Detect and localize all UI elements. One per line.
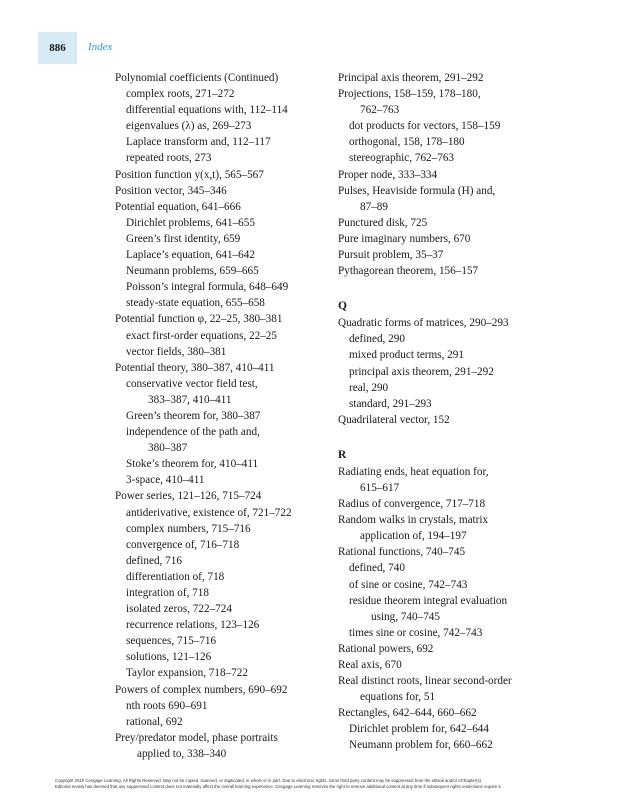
index-subentry: 380–387 <box>148 442 188 455</box>
index-subentry: differential equations with, 112–114 <box>126 104 288 117</box>
index-subentry: times sine or cosine, 742–743 <box>349 626 483 639</box>
index-subentry: standard, 291–293 <box>349 397 432 410</box>
index-subentry: rational, 692 <box>126 715 183 728</box>
index-subentry: differentiation of, 718 <box>126 570 225 583</box>
index-subentry: Dirichlet problems, 641–655 <box>126 216 255 229</box>
index-subentry: 87–89 <box>360 200 388 213</box>
index-entry: Random walks in crystals, matrix <box>338 514 489 527</box>
index-entry: Rational powers, 692 <box>338 642 434 655</box>
index-entry: Potential theory, 380–387, 410–411 <box>115 361 275 374</box>
section-gap <box>338 428 568 446</box>
index-subentry: Laplace transform and, 112–117 <box>126 136 271 149</box>
index-subentry: conservative vector field test, <box>126 377 258 390</box>
section-letter: Q <box>338 300 347 313</box>
index-subentry: Green’s theorem for, 380–387 <box>126 409 261 422</box>
index-subentry: stereographic, 762–763 <box>349 152 455 165</box>
index-subentry: exact first-order equations, 22–25 <box>126 329 277 342</box>
index-subentry: defined, 290 <box>349 333 405 346</box>
index-entry: Pursuit problem, 35–37 <box>338 249 444 262</box>
index-subentry: Neumann problem for, 660–662 <box>349 739 493 752</box>
index-entry: Polynomial coefficients (Continued) <box>115 72 279 84</box>
index-column-right <box>338 70 568 754</box>
index-entry: Quadratic forms of matrices, 290–293 <box>338 317 509 330</box>
index-entry: Pulses, Heaviside formula (H) and, <box>338 184 496 197</box>
index-subentry: Dirichlet problem for, 642–644 <box>349 723 489 736</box>
index-subentry: sequences, 715–716 <box>126 635 217 648</box>
index-subentry: applied to, 338–340 <box>137 747 227 760</box>
index-subentry: defined, 740 <box>349 562 405 575</box>
section-letter: R <box>338 448 347 461</box>
index-subentry: steady-state equation, 655–658 <box>126 297 265 310</box>
index-subentry: 762–763 <box>360 104 400 117</box>
index-subentry: antiderivative, existence of, 721–722 <box>126 506 292 519</box>
index-subentry: repeated roots, 273 <box>126 152 212 165</box>
index-entry: Pure imaginary numbers, 670 <box>338 232 471 245</box>
index-subentry: complex numbers, 715–716 <box>126 522 251 535</box>
page-number: 886 <box>38 32 77 64</box>
index-subentry: nth roots 690–691 <box>126 699 208 712</box>
index-subentry: isolated zeros, 722–724 <box>126 603 232 616</box>
index-subentry: using, 740–745 <box>371 610 440 623</box>
index-subentry: application of, 194–197 <box>360 530 467 543</box>
index-entry: Potential equation, 641–666 <box>115 200 241 213</box>
page-header <box>0 32 622 64</box>
index-entry: Prey/predator model, phase portraits <box>115 731 278 744</box>
index-entry: Pythagorean theorem, 156–157 <box>338 265 479 278</box>
index-entry: Punctured disk, 725 <box>338 216 428 229</box>
index-entry: Position vector, 345–346 <box>115 184 227 197</box>
index-subentry: recurrence relations, 123–126 <box>126 619 260 632</box>
index-subentry: vector fields, 380–381 <box>126 345 227 358</box>
index-entry: Rectangles, 642–644, 660–662 <box>338 707 477 720</box>
index-entry: Rational functions, 740–745 <box>338 546 466 559</box>
index-entry: Radiating ends, heat equation for, <box>338 465 489 478</box>
index-entry: Proper node, 333–334 <box>338 168 438 181</box>
index-entry: Potential function φ, 22–25, 380–381 <box>115 313 283 326</box>
index-subentry: solutions, 121–126 <box>126 651 212 664</box>
index-subentry: eigenvalues (λ) as, 269–273 <box>126 120 252 133</box>
index-subentry: real, 290 <box>349 381 389 394</box>
index-column-left <box>115 70 330 762</box>
index-subentry: of sine or cosine, 742–743 <box>349 578 468 591</box>
copyright-line-1: Copyright 2010 Cengage Learning. All Rights Reserved. May not be copied, scanned, or duplicated, in whole or in part. Due to electronic rights, some third party content may be suppressed from the eBook and/or eChapter(s). <box>55 778 483 783</box>
index-subentry: Poisson’s integral formula, 648–649 <box>126 281 289 294</box>
section-gap <box>338 279 568 297</box>
copyright-line-2: Editorial review has deemed that any suppressed content does not materially affect the overall learning experience. Cengage Learning reserves the right to remove additional content at any time if subsequent rights restrictions require it. <box>55 784 502 789</box>
index-subentry: convergence of, 716–718 <box>126 538 240 551</box>
index-entry: Real axis, 670 <box>338 659 402 671</box>
index-entry: Principal axis theorem, 291–292 <box>338 72 484 84</box>
index-entry: Powers of complex numbers, 690–692 <box>115 683 288 696</box>
index-subentry: 615–617 <box>360 481 400 494</box>
index-subentry: Taylor expansion, 718–722 <box>126 667 248 680</box>
index-entry: Projections, 158–159, 178–180, <box>338 88 481 101</box>
index-subentry: equations for, 51 <box>360 691 436 704</box>
index-subentry: independence of the path and, <box>126 426 260 439</box>
index-subentry: Green’s first identity, 659 <box>126 232 241 245</box>
index-subentry: Stoke’s theorem for, 410–411 <box>126 458 259 471</box>
index-entry: Position function y(x,t), 565–567 <box>115 168 264 181</box>
copyright-footer <box>55 778 595 790</box>
index-subentry: residue theorem integral evaluation <box>349 594 508 607</box>
index-subentry: 3-space, 410–411 <box>126 474 205 487</box>
index-subentry: mixed product terms, 291 <box>349 349 464 362</box>
index-subentry: defined, 716 <box>126 554 182 567</box>
index-entry: Quadrilateral vector, 152 <box>338 413 450 426</box>
index-subentry: 383–387, 410–411 <box>148 393 232 406</box>
index-subentry: dot products for vectors, 158–159 <box>349 120 501 133</box>
index-subentry: orthogonal, 158, 178–180 <box>349 136 465 149</box>
index-subentry: Laplace’s equation, 641–642 <box>126 249 255 262</box>
index-subentry: Neumann problems, 659–665 <box>126 265 259 278</box>
index-entry: Radius of convergence, 717–718 <box>338 498 486 511</box>
running-head-title: Index <box>88 41 113 53</box>
index-entry: Power series, 121–126, 715–724 <box>115 490 262 503</box>
index-subentry: integration of, 718 <box>126 587 209 599</box>
index-subentry: complex roots, 271–272 <box>126 88 235 101</box>
index-subentry: principal axis theorem, 291–292 <box>349 365 494 378</box>
index-entry: Real distinct roots, linear second-order <box>338 675 512 688</box>
